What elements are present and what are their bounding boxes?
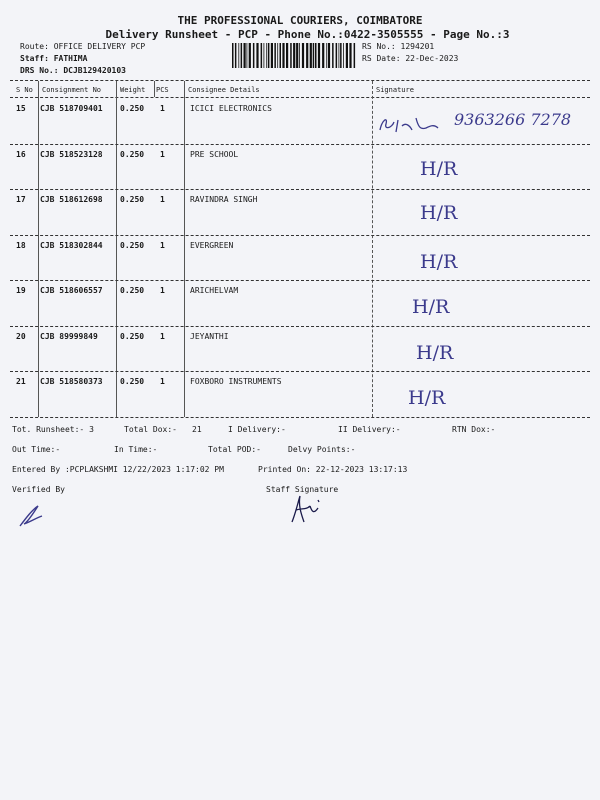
row-signature: H/R bbox=[420, 250, 458, 273]
column-divider bbox=[38, 81, 39, 417]
total-dox-label: Total Dox:- bbox=[124, 425, 177, 434]
rs-number: RS No.: 1294201 bbox=[362, 42, 435, 51]
row-weight: 0.250 bbox=[120, 286, 145, 295]
verified-by-label: Verified By bbox=[12, 485, 65, 494]
row-divider bbox=[10, 417, 590, 418]
col-sno: S No bbox=[16, 86, 33, 94]
runsheet-title: Delivery Runsheet - PCP - Phone No.:0422-3505555 - Page No.:3 bbox=[105, 28, 510, 41]
row-consignment: CJB 518302844 bbox=[40, 240, 103, 250]
delvy-points: Delvy Points:- bbox=[288, 445, 356, 454]
row-signature: H/R bbox=[408, 387, 446, 409]
route-label: Route: OFFICE DELIVERY PCP bbox=[20, 42, 146, 51]
barcode-bar bbox=[280, 43, 282, 68]
row-pcs: 1 bbox=[160, 195, 165, 204]
row-pcs: 1 bbox=[160, 286, 165, 295]
handwritten-signature bbox=[376, 112, 446, 136]
row-consignment: CJB 518523128 bbox=[40, 149, 103, 159]
barcode-bar bbox=[315, 43, 317, 68]
company-name: THE PROFESSIONAL COURIERS, COIMBATORE bbox=[177, 14, 423, 27]
barcode-bar bbox=[302, 43, 304, 68]
barcode-bar bbox=[306, 43, 308, 68]
barcode-bar bbox=[290, 43, 292, 68]
barcode-bar bbox=[293, 43, 295, 68]
row-pcs: 1 bbox=[160, 104, 165, 113]
barcode-bar bbox=[322, 43, 324, 68]
row-consignment: CJB 518709401 bbox=[40, 104, 103, 113]
staff-signature-label: Staff Signature bbox=[266, 485, 339, 494]
column-divider bbox=[116, 81, 117, 417]
total-dox-value: 21 bbox=[192, 425, 202, 434]
barcode-bar bbox=[299, 43, 300, 68]
total-runsheet: Tot. Runsheet:- 3 bbox=[12, 425, 94, 434]
barcode-bar bbox=[274, 43, 276, 68]
row-consignee: ICICI ELECTRONICS bbox=[190, 104, 272, 113]
row-sno: 16 bbox=[16, 149, 26, 159]
barcode bbox=[232, 43, 356, 68]
row-consignment: CJB 518612698 bbox=[40, 195, 103, 204]
barcode-bar bbox=[266, 43, 267, 68]
row-divider bbox=[10, 189, 590, 190]
row-consignee: PRE SCHOOL bbox=[190, 149, 239, 159]
out-time: Out Time:- bbox=[12, 445, 61, 454]
ii-delivery: II Delivery:- bbox=[338, 425, 401, 434]
row-consignment: CJB 518606557 bbox=[40, 286, 103, 295]
barcode-bar bbox=[241, 43, 243, 68]
row-sno: 20 bbox=[16, 331, 26, 341]
total-pod: Total POD:- bbox=[208, 445, 261, 454]
barcode-bar bbox=[318, 43, 320, 68]
barcode-bar bbox=[249, 43, 251, 68]
printed-on: Printed On: 22-12-2023 13:17:13 bbox=[258, 465, 408, 474]
row-pcs: 1 bbox=[160, 149, 165, 159]
row-weight: 0.250 bbox=[120, 331, 145, 341]
row-sno: 21 bbox=[16, 377, 26, 386]
rtn-dox: RTN Dox:- bbox=[452, 425, 496, 434]
drs-number bbox=[20, 66, 126, 75]
barcode-bar bbox=[247, 43, 248, 68]
staff-signature bbox=[288, 492, 328, 528]
row-consignee: EVERGREEN bbox=[190, 240, 234, 250]
row-divider bbox=[10, 326, 590, 327]
row-consignee: ARICHELVAM bbox=[190, 286, 239, 295]
staff-label: Staff: FATHIMA bbox=[20, 54, 88, 63]
row-divider bbox=[10, 235, 590, 236]
barcode-bar bbox=[286, 43, 288, 68]
row-pcs: 1 bbox=[160, 377, 165, 386]
in-time: In Time:- bbox=[114, 445, 158, 454]
verified-by-signature bbox=[14, 500, 54, 530]
i-delivery: I Delivery:- bbox=[228, 425, 286, 434]
barcode-bar bbox=[232, 43, 234, 68]
row-consignee: JEYANTHI bbox=[190, 331, 229, 341]
barcode-bar bbox=[261, 43, 263, 68]
drs-value: DCJB129420103 bbox=[63, 66, 126, 75]
divider bbox=[10, 97, 590, 98]
barcode-bar bbox=[340, 43, 342, 68]
row-weight: 0.250 bbox=[120, 240, 145, 250]
barcode-bar bbox=[253, 43, 255, 68]
row-signature: 9363266 7278 bbox=[454, 110, 572, 129]
barcode-bar bbox=[238, 43, 239, 68]
column-divider bbox=[184, 81, 185, 417]
col-consignee: Consignee Details bbox=[188, 86, 260, 94]
barcode-bar bbox=[277, 43, 278, 68]
row-weight: 0.250 bbox=[120, 104, 145, 113]
divider bbox=[10, 80, 590, 81]
row-divider bbox=[10, 280, 590, 281]
drs-label: DRS No.: bbox=[20, 66, 59, 75]
row-signature: H/R bbox=[420, 202, 458, 224]
row-sno: 19 bbox=[16, 286, 26, 295]
row-consignee: FOXBORO INSTRUMENTS bbox=[190, 377, 282, 386]
row-sno: 15 bbox=[16, 104, 26, 113]
col-pcs: PCS bbox=[156, 86, 169, 94]
col-signature: Signature bbox=[376, 86, 414, 94]
barcode-bar bbox=[310, 43, 312, 68]
rs-date: RS Date: 22-Dec-2023 bbox=[362, 54, 459, 63]
barcode-bar bbox=[271, 43, 273, 68]
row-weight: 0.250 bbox=[120, 195, 145, 204]
barcode-bar bbox=[332, 43, 334, 68]
row-consignee: RAVINDRA SINGH bbox=[190, 195, 258, 204]
barcode-bar bbox=[336, 43, 338, 68]
row-divider bbox=[10, 371, 590, 372]
entered-by: Entered By :PCPLAKSHMI 12/22/2023 1:17:02 PM bbox=[12, 465, 224, 474]
barcode-bar bbox=[244, 43, 246, 68]
barcode-bar bbox=[235, 43, 237, 68]
row-pcs: 1 bbox=[160, 240, 165, 250]
barcode-bar bbox=[296, 43, 298, 68]
barcode-bar bbox=[343, 43, 344, 68]
row-signature: H/R bbox=[420, 157, 458, 180]
barcode-bar bbox=[328, 43, 330, 68]
row-sno: 17 bbox=[16, 195, 26, 204]
col-weight: Weight bbox=[120, 86, 146, 94]
row-signature: H/R bbox=[416, 341, 454, 364]
barcode-bar bbox=[313, 43, 315, 68]
row-weight: 0.250 bbox=[120, 149, 145, 159]
row-signature: H/R bbox=[412, 296, 450, 318]
barcode-bar bbox=[354, 43, 356, 68]
barcode-bar bbox=[326, 43, 327, 68]
column-divider bbox=[154, 81, 155, 97]
barcode-bar bbox=[346, 43, 348, 68]
row-consignment: CJB 518580373 bbox=[40, 377, 103, 386]
column-divider bbox=[372, 81, 373, 417]
barcode-bar bbox=[339, 43, 340, 68]
barcode-bar bbox=[268, 43, 270, 68]
barcode-bar bbox=[256, 43, 258, 68]
barcode-bar bbox=[282, 43, 284, 68]
barcode-bar bbox=[264, 43, 265, 68]
barcode-bar bbox=[349, 43, 351, 68]
row-sno: 18 bbox=[16, 240, 26, 250]
row-pcs: 1 bbox=[160, 331, 165, 341]
row-divider bbox=[10, 144, 590, 145]
row-weight: 0.250 bbox=[120, 377, 145, 386]
col-consignment: Consignment No bbox=[42, 86, 102, 94]
row-consignment: CJB 89999849 bbox=[40, 331, 98, 341]
